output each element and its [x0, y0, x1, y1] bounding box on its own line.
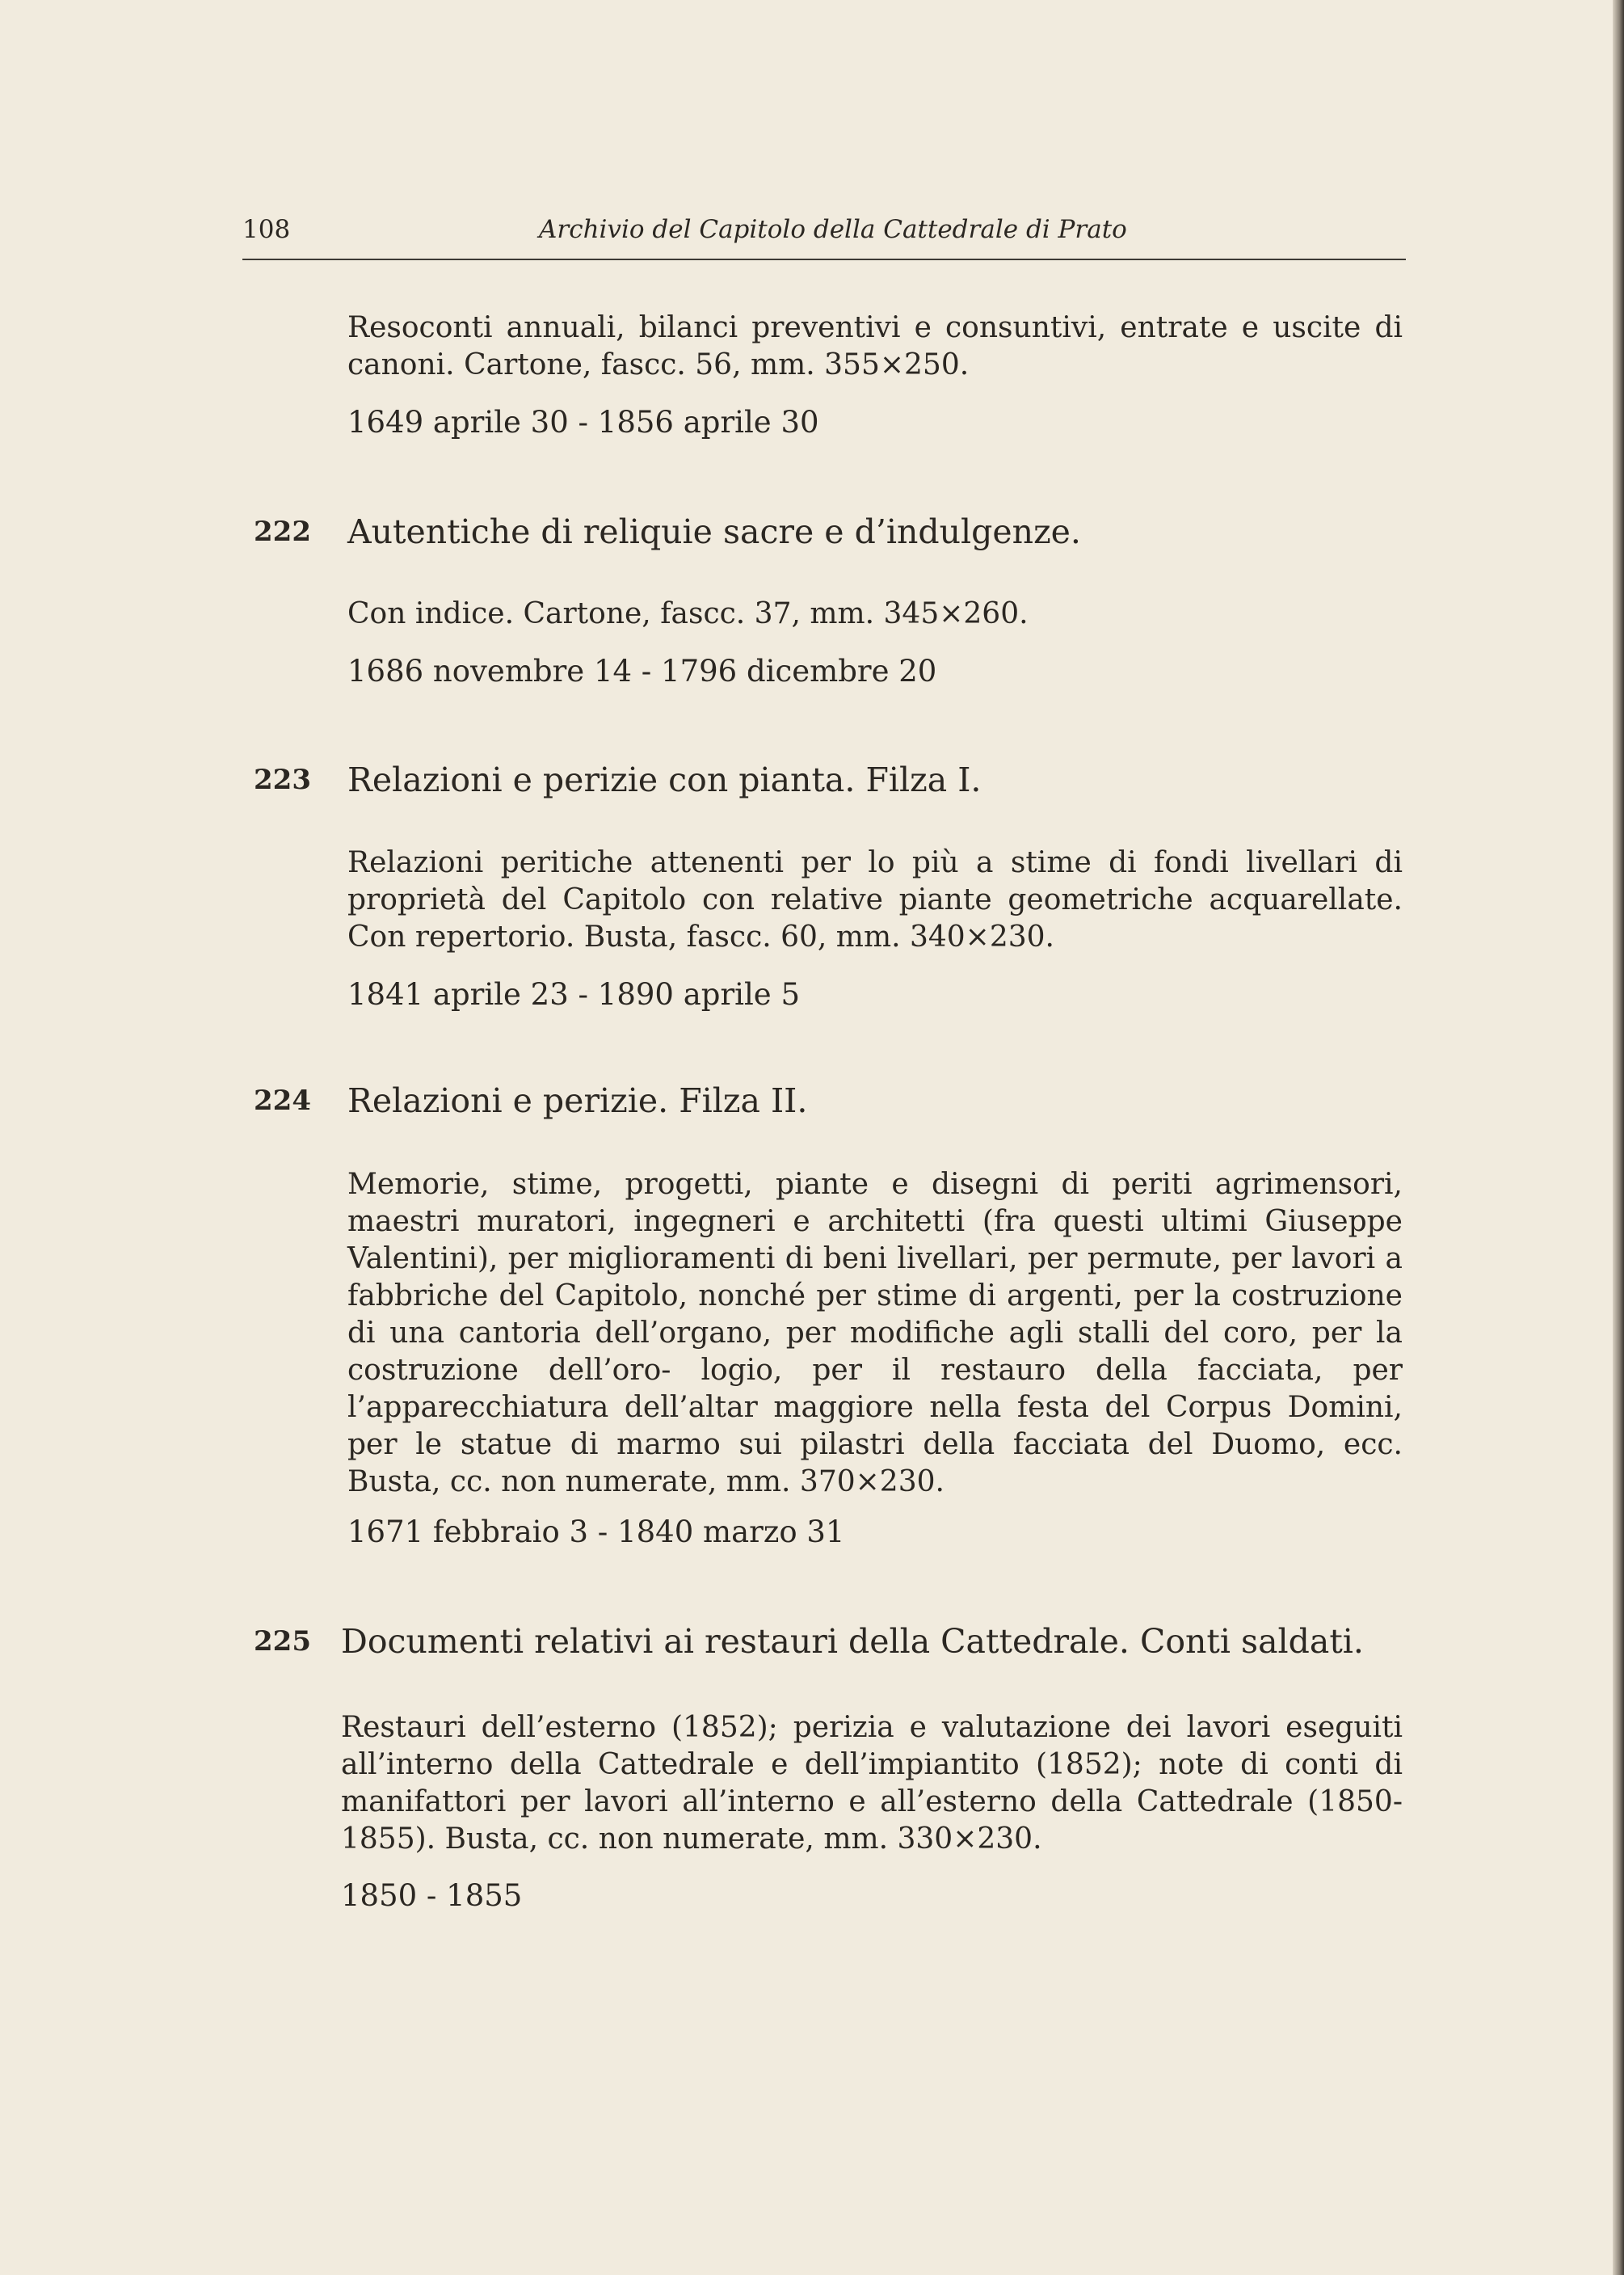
entry-dates: 1671 febbraio 3 - 1840 marzo 31: [347, 1515, 845, 1549]
entry-dates: 1850 - 1855: [341, 1878, 523, 1913]
entry-title: Relazioni e perizie. Filza II.: [347, 1081, 808, 1120]
entry-title: Relazioni e perizie con pianta. Filza I.: [347, 760, 982, 799]
entry-title: Documenti relativi ai restauri della Cattedrale. Conti saldati.: [341, 1622, 1364, 1661]
entry-number: 223: [254, 764, 311, 796]
page-number: 108: [242, 215, 291, 244]
page-edge: [1613, 0, 1624, 2275]
entry-description: Restauri dell’esterno (1852); perizia e valutazione dei lavori eseguiti all’interno della Cattedrale e dell’impiantito (1852); note di conti di manifattori per lavori all’interno e all’esterno della Cattedrale (1850- 1855). Busta, cc. non numerate, mm. 330×230.: [341, 1711, 1403, 1856]
continuation-description: Resoconti annuali, bilanci preventivi e consuntivi, entrate e uscite di canoni. Cartone, fascc. 56, mm. 355×250.: [347, 311, 1403, 381]
entry-description: Con indice. Cartone, fascc. 37, mm. 345×260.: [347, 597, 1029, 630]
header-title: Archivio del Capitolo della Cattedrale di Prato: [539, 215, 1127, 244]
entry-number: 225: [254, 1625, 311, 1658]
entry-description: Memorie, stime, progetti, piante e disegni di periti agrimensori, maestri muratori, ingegneri e architetti (fra questi ultimi Giuseppe Valentini), per miglioramenti di beni livellari, per permute, per lavori a fabbriche del Capitolo, nonché per stime di argenti, per la costruzione di una cantoria dell’organo, per modifiche agli stalli del coro, per la costruzione dell’oro- logio, per il restauro della facciata, per l’apparecchiatura dell’altar maggiore nella festa del Corpus Domini, per le statue di marmo sui pilastri della facciata del Duomo, ecc. Busta, cc. non numerate, mm. 370×230.: [347, 1168, 1403, 1498]
entry-dates: 1686 novembre 14 - 1796 dicembre 20: [347, 654, 937, 689]
continuation-dates: 1649 aprile 30 - 1856 aprile 30: [347, 405, 819, 440]
entry-number: 224: [254, 1085, 311, 1117]
entry-dates: 1841 aprile 23 - 1890 aprile 5: [347, 977, 801, 1012]
entry-title: Autentiche di reliquie sacre e d’indulgenze.: [347, 512, 1081, 551]
entry-number: 222: [254, 516, 311, 548]
running-header: [242, 212, 1406, 260]
entry-description: Relazioni peritiche attenenti per lo più a stime di fondi livellari di proprietà del Capitolo con relative piante geometriche acquarellate. Con repertorio. Busta, fascc. 60, mm. 340×230.: [347, 846, 1403, 954]
